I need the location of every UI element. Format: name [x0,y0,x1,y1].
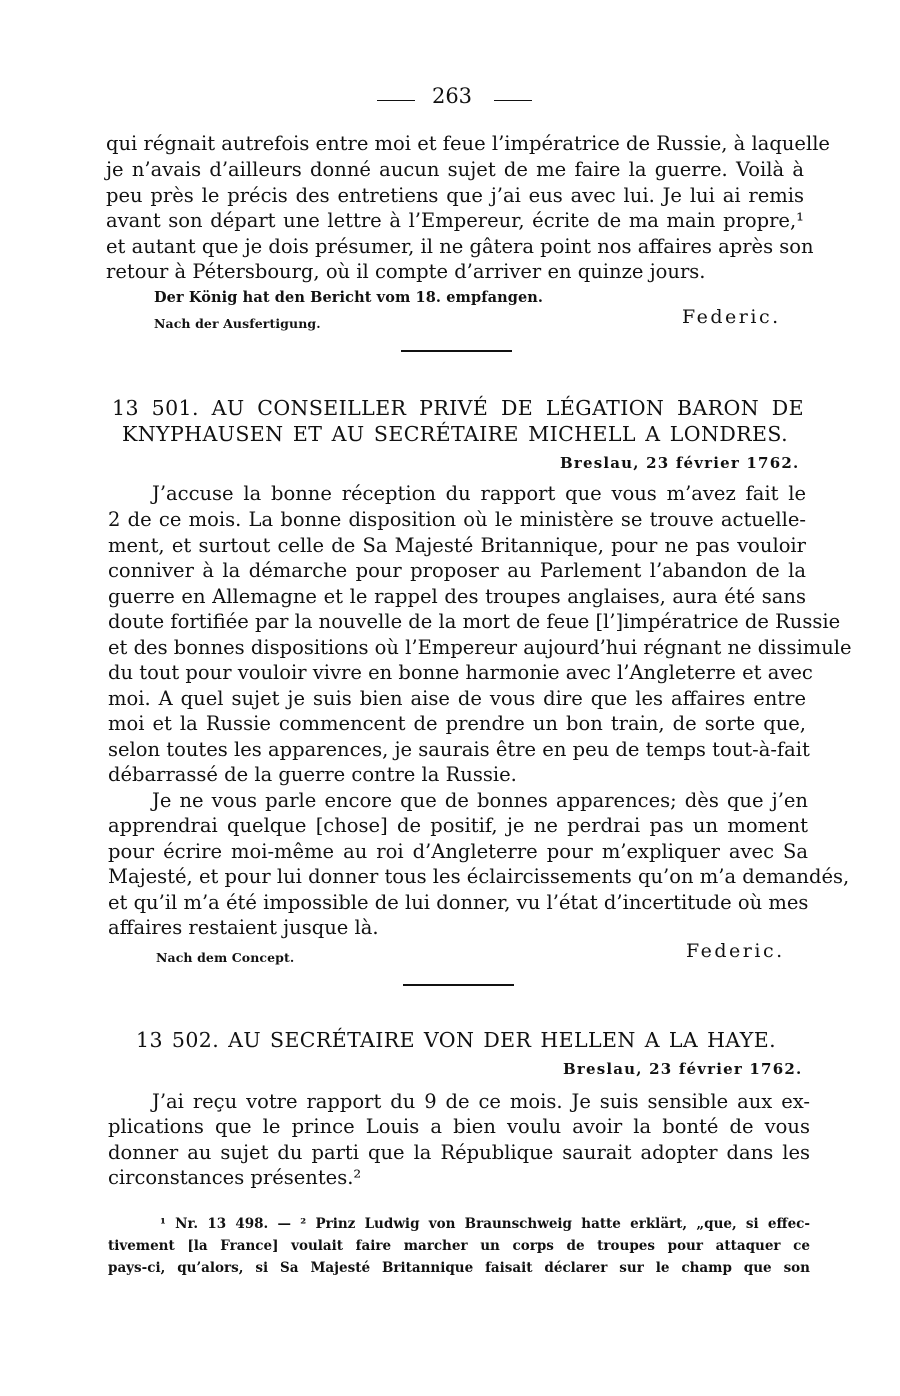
text-line: et autant que je dois présumer, il ne gâtera point nos affaires après son [106,235,814,258]
text-line: 2 de ce mois. La bonne disposition où le ministère se trouve actuelle- [108,508,806,531]
text-line: apprendrai quelque [chose] de positif, je ne perdrai pas un moment [108,814,808,837]
letter-date: Breslau, 23 février 1762. [560,454,800,472]
text-line: J’accuse la bonne réception du rapport que vous m’avez fait le [152,482,806,505]
text-line: conniver à la démarche pour proposer au Parlement l’abandon de la [108,559,806,582]
signature: Federic. [682,306,781,328]
signature: Federic. [686,940,785,962]
text-line: selon toutes les apparences, je saurais être en peu de temps tout-à-fait [108,738,810,761]
letter-heading: KNYPHAUSEN ET AU SECRÉTAIRE MICHELL A LONDRES. [122,422,788,446]
text-line: Je ne vous parle encore que de bonnes apparences; dès que j’en [152,789,808,812]
text-line: qui régnait autrefois entre moi et feue l’impératrice de Russie, à laquelle [106,132,830,155]
section-divider [403,984,514,986]
text-line: moi et la Russie commencent de prendre un bon train, de sorte que, [108,712,806,735]
text-line: avant son départ une lettre à l’Empereur, écrite de ma main propre,¹ [106,209,804,232]
text-line: affaires restaient jusque là. [108,916,379,939]
text-line: pour écrire moi-même au roi d’Angleterre pour m’expliquer avec Sa [108,840,808,863]
footnote-line: pays-ci, qu’alors, si Sa Majesté Britannique faisait déclarer sur le champ que son [108,1260,810,1276]
letter-heading: 13 502. AU SECRÉTAIRE VON DER HELLEN A LA HAYE. [136,1028,776,1052]
source-note: Nach dem Concept. [156,950,295,965]
text-line: je n’avais d’ailleurs donné aucun sujet de me faire la guerre. Voilà à [106,158,804,181]
section-divider [401,350,512,352]
text-line: débarrassé de la guerre contre la Russie. [108,763,517,786]
text-line: et des bonnes dispositions où l’Empereur aujourd’hui régnant ne dissimule [108,636,852,659]
text-line: donner au sujet du parti que la République saurait adopter dans les [108,1141,810,1164]
text-line: circonstances présentes.² [108,1166,362,1189]
text-line: du tout pour vouloir vivre en bonne harmonie avec l’Angleterre et avec [108,661,813,684]
letter-date: Breslau, 23 février 1762. [563,1060,803,1078]
text-line: guerre en Allemagne et le rappel des troupes anglaises, aura été sans [108,585,806,608]
text-line: ment, et surtout celle de Sa Majesté Britannique, pour ne pas vouloir [108,534,806,557]
header-dash-left [377,100,415,101]
archival-note: Der König hat den Bericht vom 18. empfangen. [154,289,544,306]
text-line: moi. A quel sujet je suis bien aise de vous dire que les affaires entre [108,687,806,710]
text-line: peu près le précis des entretiens que j’ai eus avec lui. Je lui ai remis [106,184,804,207]
text-line: plications que le prince Louis a bien voulu avoir la bonté de vous [108,1115,810,1138]
text-line: Majesté, et pour lui donner tous les éclaircissements qu’on m’a demandés, [108,865,850,888]
text-line: doute fortifiée par la nouvelle de la mort de feue [l’]impératrice de Russie [108,610,841,633]
header-dash-right [494,100,532,101]
letter-heading: 13 501. AU CONSEILLER PRIVÉ DE LÉGATION BARON DE [112,396,804,420]
text-line: retour à Pétersbourg, où il compte d’arriver en quinze jours. [106,260,706,283]
text-line: et qu’il m’a été impossible de lui donner, vu l’état d’incertitude où mes [108,891,809,914]
page-number: 263 [431,84,473,108]
text-line: J’ai reçu votre rapport du 9 de ce mois. Je suis sensible aux ex- [152,1090,810,1113]
footnote-line: ¹ Nr. 13 498. — ² Prinz Ludwig von Braunschweig hatte erklärt, „que, si effec- [160,1216,810,1232]
footnote-line: tivement [la France] voulait faire marcher un corps de troupes pour attaquer ce [108,1238,810,1254]
source-note: Nach der Ausfertigung. [154,316,321,331]
